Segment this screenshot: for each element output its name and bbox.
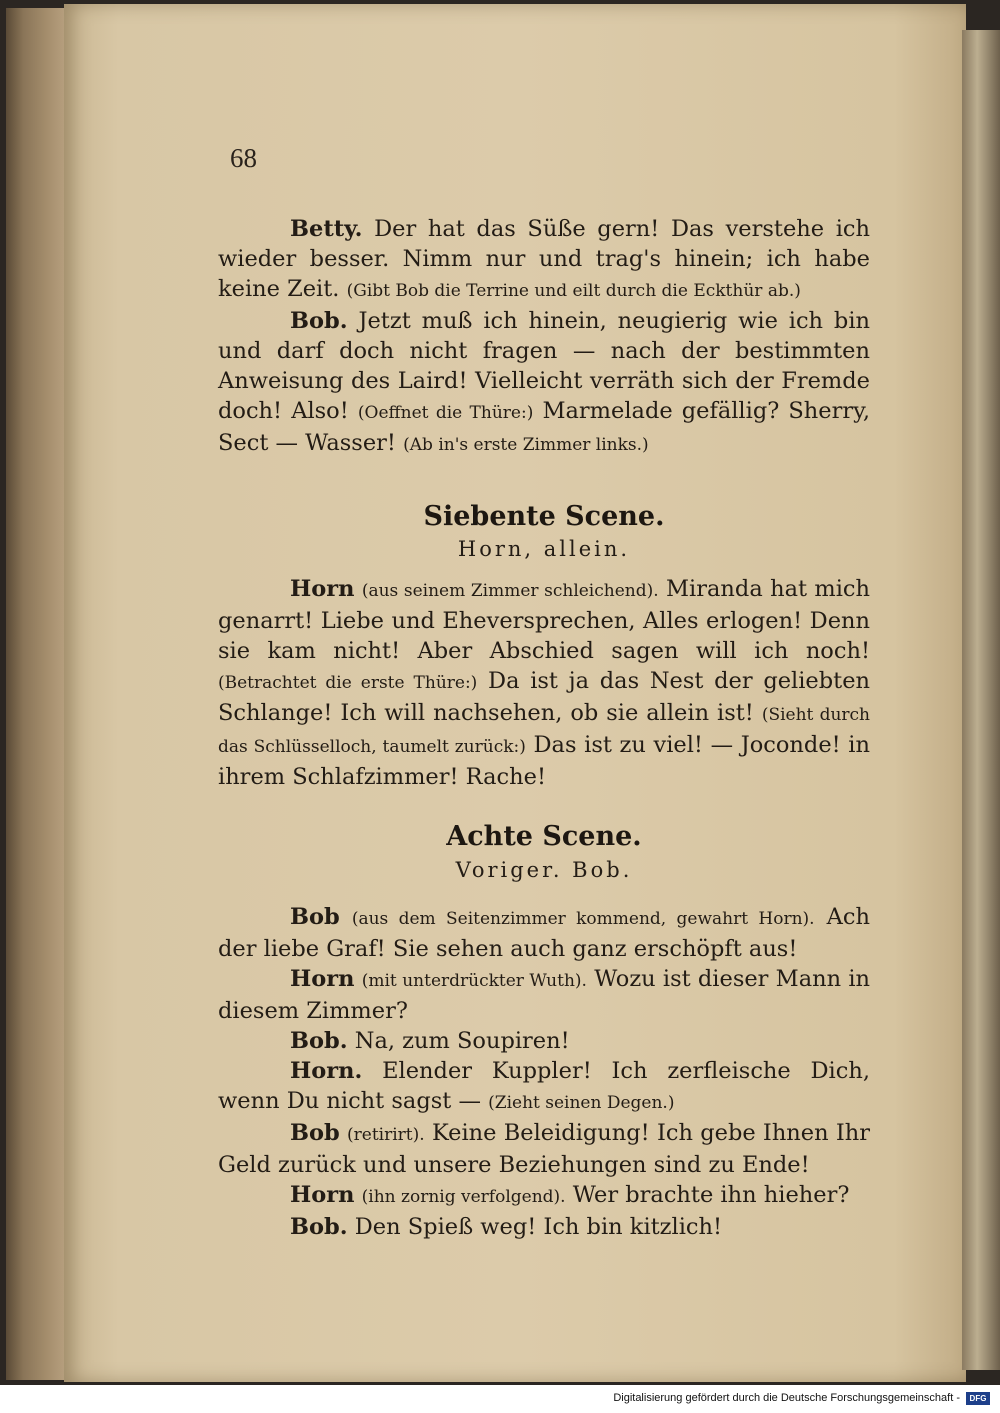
dialogue-bob (218, 1212, 870, 1242)
dialogue-text: Marmelade gefällig? Sherry, Sect — Wasser! (218, 398, 870, 456)
stage-direction: (Oeffnet die Thüre:) (357, 403, 534, 423)
speaker-name: Horn (290, 576, 355, 602)
speaker-name: Bob. (290, 1214, 348, 1240)
page-number: 68 (230, 143, 257, 173)
speaker-name: Bob. (290, 308, 348, 334)
dfg-logo: DFG (966, 1392, 990, 1405)
speaker-name: Horn (290, 1182, 355, 1208)
stage-direction: (Sieht durch das Schlüsselloch, taumelt zurück:) (218, 705, 871, 757)
scene-heading-8: Achte Scene. (446, 821, 642, 852)
speaker-name: Bob. (290, 1028, 348, 1054)
stage-direction: (Gibt Bob die Terrine und eilt durch die Eckthür ab.) (346, 281, 801, 301)
book-edge-right (962, 30, 1000, 1370)
dialogue-text: Wer brachte ihn hieher? (572, 1182, 850, 1208)
dialogue-text: Na, zum Soupiren! (354, 1028, 570, 1054)
dialogue-block-1 (218, 214, 870, 460)
stage-direction: (aus seinem Zimmer schleichend). (361, 581, 659, 601)
stage-direction: (aus dem Seitenzimmer kommend, gewahrt Horn). (351, 909, 815, 929)
dialogue-horn (218, 1180, 870, 1212)
dialogue-bob (218, 902, 870, 964)
speaker-name: Bob (290, 1120, 340, 1146)
digitization-footer (0, 1385, 1000, 1413)
speaker-name: Horn. (290, 1058, 363, 1084)
dialogue-text: Das ist zu viel! — Joconde! in ihrem Schlafzimmer! Rache! (218, 732, 870, 790)
scene-subheading-7: Horn, allein. (457, 537, 631, 561)
stage-direction: (Zieht seinen Degen.) (488, 1093, 675, 1113)
dialogue-text: Elender Kuppler! Ich zerfleische Dich, wenn Du nicht sagst — (218, 1058, 871, 1114)
dialogue-text: Ach der liebe Graf! Sie sehen auch ganz erschöpft aus! (218, 904, 870, 962)
speaker-name: Betty. (290, 216, 363, 242)
dialogue-bob (218, 1118, 870, 1180)
dialogue-text: Der hat das Süße gern! Das verstehe ich wieder besser. Nimm nur und trag's hinein; ich habe keine Zeit. (218, 216, 870, 302)
book-edge-left (6, 8, 64, 1380)
dialogue-horn (218, 964, 870, 1026)
dialogue-horn (218, 1056, 870, 1118)
dialogue-block-2 (218, 574, 870, 792)
stage-direction: (ihn zornig verfolgend). (361, 1187, 566, 1207)
dialogue-block-3 (218, 902, 870, 1242)
dialogue-text: Wozu ist dieser Mann in diesem Zimmer? (218, 966, 871, 1024)
speaker-name: Bob (290, 904, 340, 930)
footer-credit: Digitalisierung gefördert durch die Deutsche Forschungsgemeinschaft - (613, 1392, 960, 1404)
scene-heading-7: Siebente Scene. (423, 501, 665, 532)
scene-subheading-8: Voriger. Bob. (455, 858, 633, 882)
stage-direction: (mit unterdrückter Wuth). (361, 971, 587, 991)
dialogue-horn (218, 574, 870, 792)
dialogue-bob (218, 1026, 870, 1056)
dialogue-text: Da ist ja das Nest der geliebten Schlange! Ich will nachsehen, ob sie allein ist! (218, 668, 870, 726)
dialogue-betty (218, 214, 870, 306)
stage-direction: (Betrachtet die erste Thüre:) (218, 673, 478, 693)
dialogue-bob (218, 306, 870, 460)
dialogue-text: Keine Beleidigung! Ich gebe Ihnen Ihr Geld zurück und unsere Beziehungen sind zu Ende! (218, 1120, 870, 1178)
speaker-name: Horn (290, 966, 355, 992)
stage-direction: (retirirt). (347, 1125, 425, 1145)
dialogue-text: Jetzt muß ich hinein, neugierig wie ich bin und darf doch nicht fragen — nach der bestimmten Anweisung des Laird! Vielleicht verräth sich der Fremde doch! Also! (218, 308, 871, 424)
dialogue-text: Miranda hat mich genarrt! Liebe und Eheversprechen, Alles erlogen! Denn sie kam nicht! Aber Abschied sagen will ich noch! (218, 576, 871, 664)
dialogue-text: Den Spieß weg! Ich bin kitzlich! (354, 1214, 723, 1240)
stage-direction: (Ab in's erste Zimmer links.) (403, 435, 649, 455)
